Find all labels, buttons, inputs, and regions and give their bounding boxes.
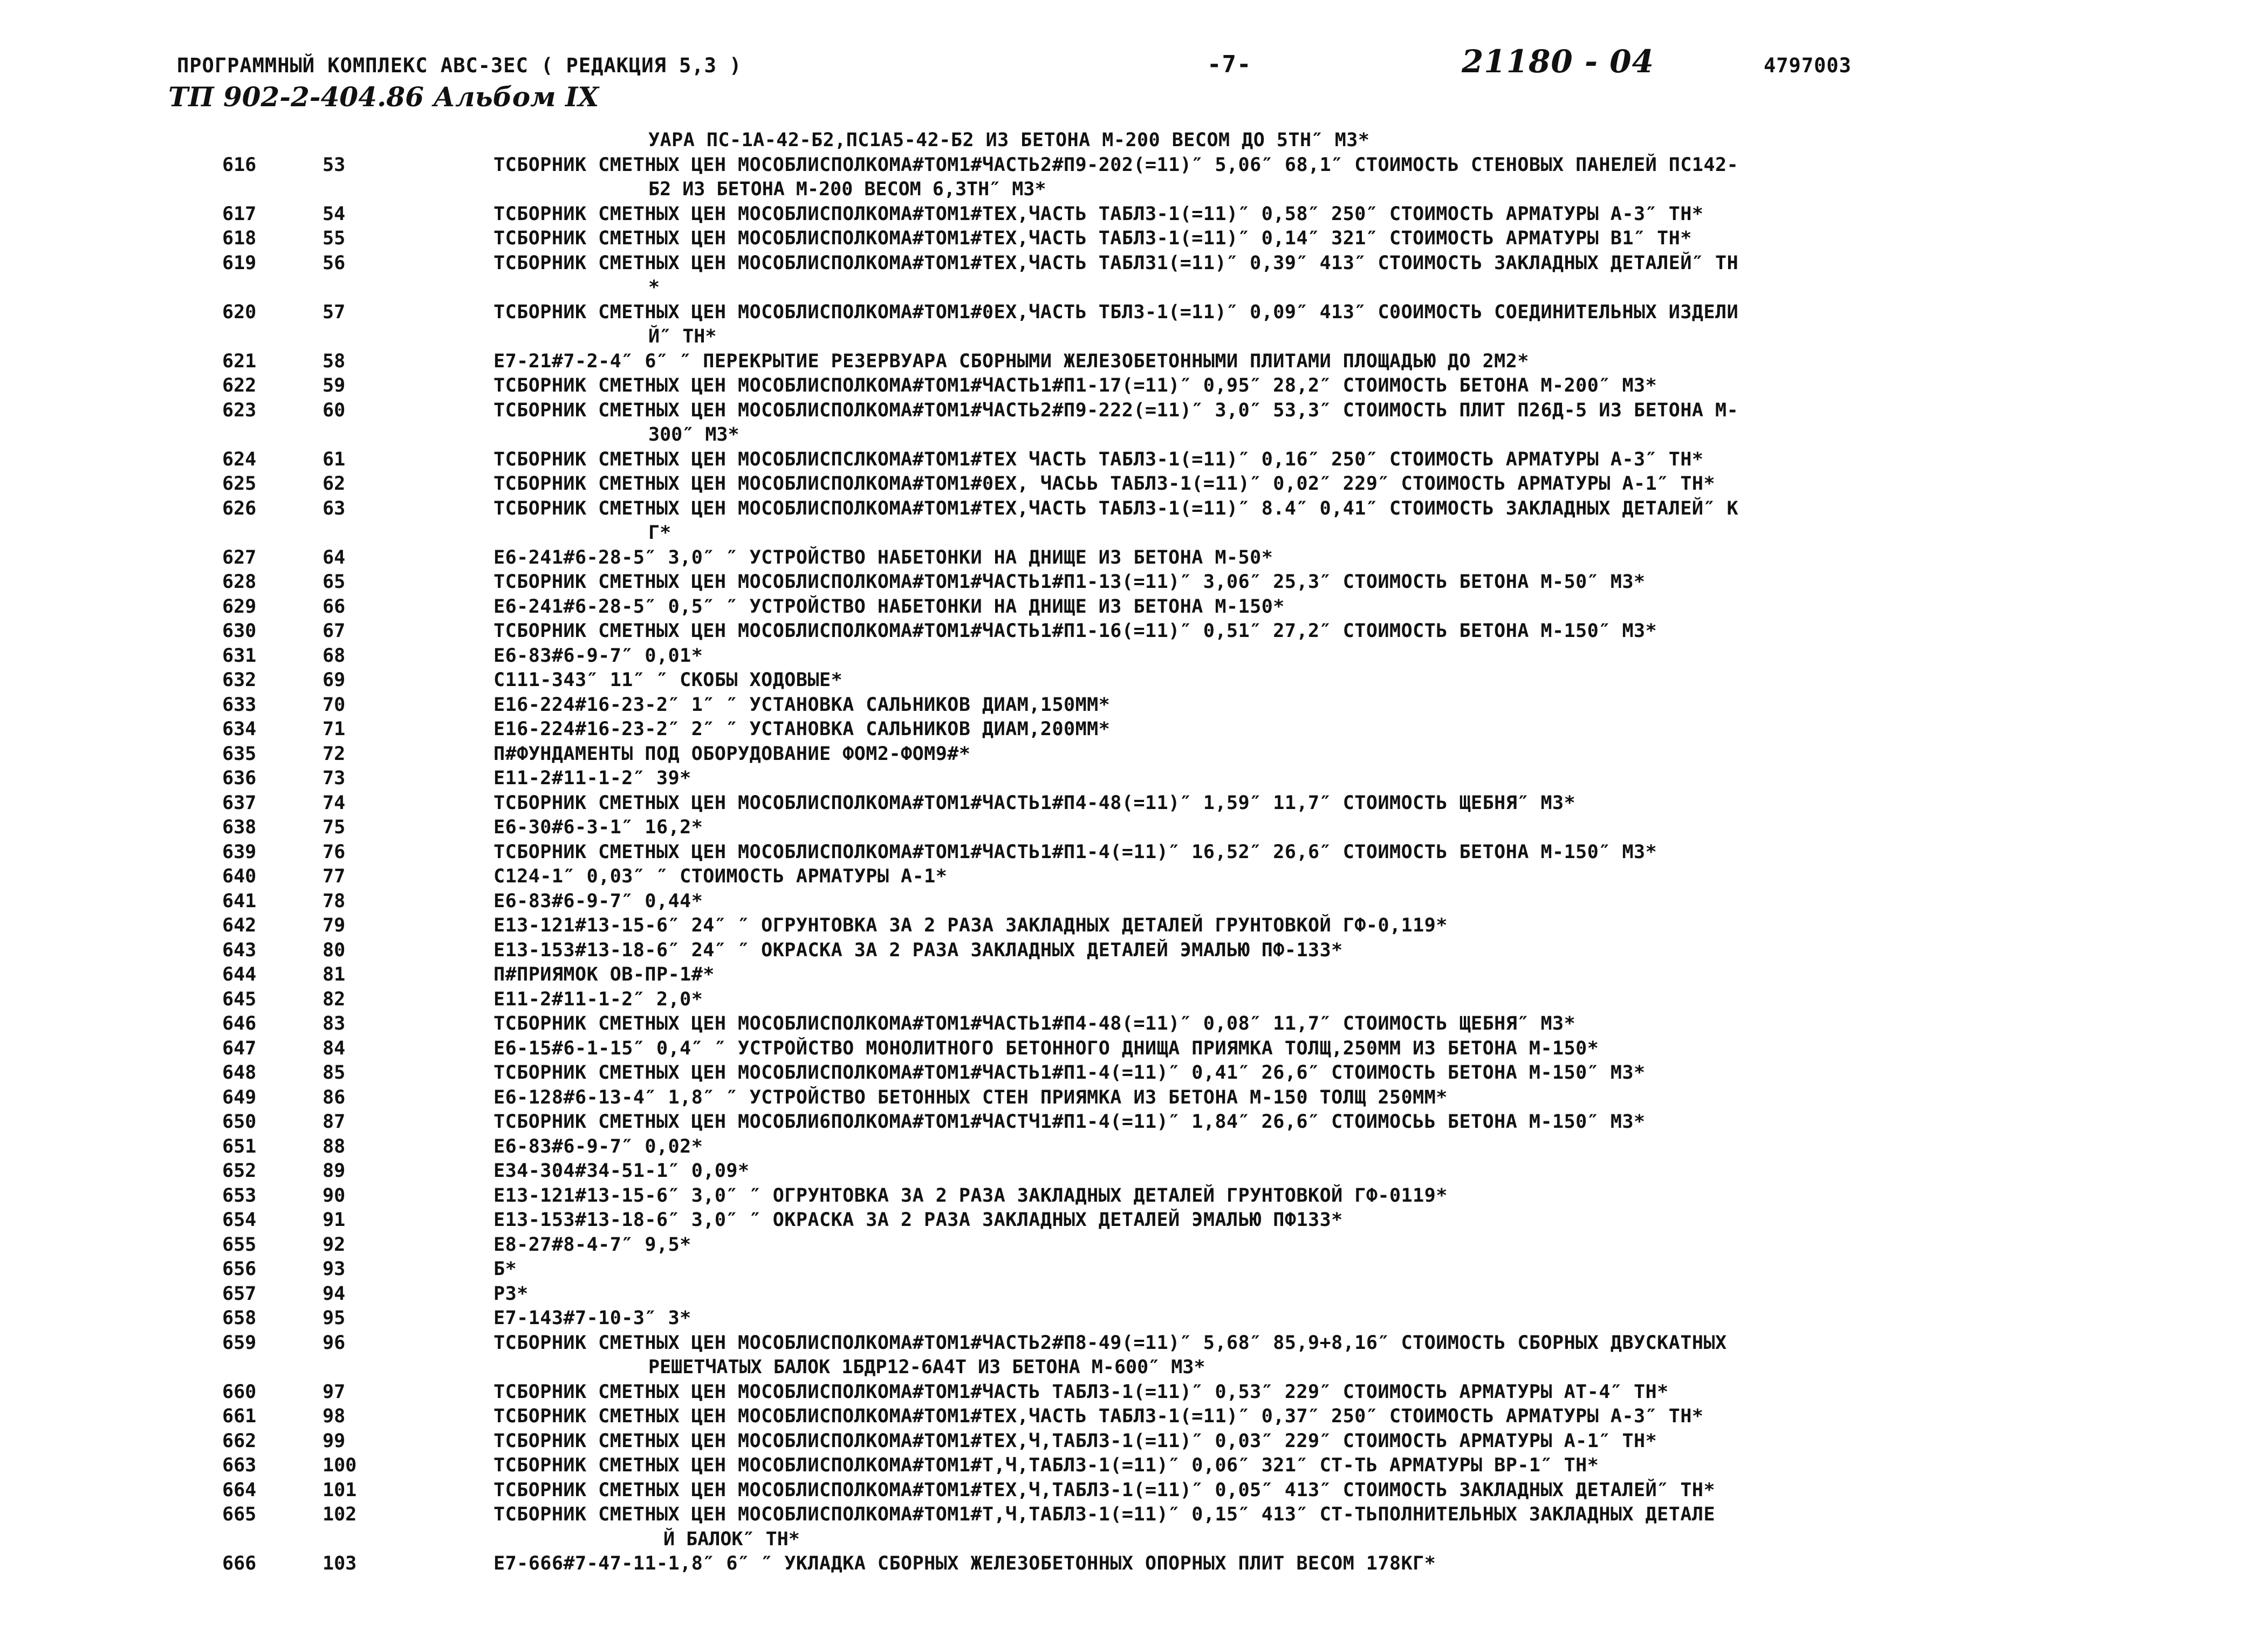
item-number: 87 <box>323 1111 346 1133</box>
listing-row <box>0 472 2268 497</box>
item-text: Р3* <box>494 1283 529 1305</box>
listing-row <box>0 374 2268 399</box>
item-text: ТСБОРНИК СМЕТНЫХ ЦЕН МОСОБЛИСПОЛКОМА#ТОМ1#ЧАСТЬ1#П4-48(=11)″ 1,59″ 11,7″ СТОИМОСТЬ ЩЕБНЯ″ М3* <box>494 792 1576 814</box>
listing-row <box>0 1233 2268 1258</box>
line-number: 619 <box>222 252 257 274</box>
listing-row <box>0 1208 2268 1233</box>
listing-row <box>0 227 2268 251</box>
item-number: 61 <box>323 448 346 470</box>
listing-row <box>0 1429 2268 1454</box>
item-continuation: РЕШЕТЧАТЫХ БАЛОК 1БДР12-6А4Т ИЗ БЕТОНА М-600″ М3* <box>648 1356 1205 1378</box>
listing-row <box>0 1552 2268 1577</box>
line-number: 650 <box>222 1111 257 1133</box>
line-number: 651 <box>222 1135 257 1157</box>
item-text: ТСБОРНИК СМЕТНЫХ ЦЕН МОСОБЛИСПОЛКОМА#ТОМ1#ТЕХ,ЧАСТЬ ТАБЛ3-1(=11)″ 8.4″ 0,41″ СТОИМОСТЬ ЗАКЛАДНЫХ ДЕТАЛЕЙ″ К <box>494 497 1739 519</box>
listing-row <box>0 1404 2268 1429</box>
item-number: 55 <box>323 228 346 249</box>
item-number: 102 <box>323 1504 357 1525</box>
item-number: 93 <box>323 1258 346 1280</box>
item-text: Е7-143#7-10-3″ 3* <box>494 1307 691 1329</box>
item-text: ТСБОРНИК СМЕТНЫХ ЦЕН МОСОБЛИСПОЛКОМА#ТОМ1#ЧАСТЬ1#П1-13(=11)″ 3,06″ 25,3″ СТОИМОСТЬ БЕТОНА М-50″ М3* <box>494 571 1646 593</box>
item-number: 86 <box>323 1086 346 1108</box>
item-text: ТСБОРНИК СМЕТНЫХ ЦЕН МОСОБЛИСПОЛКОМА#ТОМ1#ЧАСТЬ1#П1-17(=11)″ 0,95″ 28,2″ СТОИМОСТЬ БЕТОНА М-200″ М3* <box>494 375 1657 396</box>
listing-row <box>0 644 2268 669</box>
line-number: 645 <box>222 988 257 1010</box>
line-number: 631 <box>222 645 257 667</box>
item-text: ТСБОРНИК СМЕТНЫХ ЦЕН МОСОБЛИСПОЛКОМА#ТОМ1#ТЕХ,ЧАСТЬ ТАБЛ31(=11)″ 0,39″ 413″ СТОИМОСТЬ ЗАКЛАДНЫХ ДЕТАЛЕЙ″ ТН <box>494 252 1739 274</box>
listing-row <box>0 865 2268 889</box>
item-number: 83 <box>323 1013 346 1034</box>
line-number: 643 <box>222 939 257 961</box>
item-number: 72 <box>323 743 346 765</box>
line-number: 623 <box>222 399 257 421</box>
item-number: 78 <box>323 890 346 912</box>
line-number: 664 <box>222 1479 257 1501</box>
item-number: 91 <box>323 1209 346 1231</box>
line-number: 656 <box>222 1258 257 1280</box>
item-number: 82 <box>323 988 346 1010</box>
listing-row <box>0 202 2268 227</box>
item-number: 96 <box>323 1332 346 1354</box>
line-number: 648 <box>222 1062 257 1084</box>
item-number: 101 <box>323 1479 357 1501</box>
listing-row <box>0 791 2268 816</box>
line-number: 632 <box>222 669 257 691</box>
listing-row <box>0 128 2268 153</box>
line-number: 641 <box>222 890 257 912</box>
item-number: 68 <box>323 645 346 667</box>
listing-row <box>0 1257 2268 1282</box>
line-number: 621 <box>222 350 257 372</box>
item-number: 73 <box>323 767 346 789</box>
line-number: 649 <box>222 1086 257 1108</box>
item-text: ТСБОРНИК СМЕТНЫХ ЦЕН МОСОБЛИСПОЛКОМА#ТОМ1#ТЕХ,ЧАСТЬ ТАБЛ3-1(=11)″ 0,58″ 250″ СТОИМОСТЬ АРМАТУРЫ А-3″ ТН* <box>494 203 1704 225</box>
line-number: 647 <box>222 1037 257 1059</box>
item-number: 74 <box>323 792 346 814</box>
item-text: ТСБОРНИК СМЕТНЫХ ЦЕН МОСОБЛИСПОЛКОМА#ТОМ1#0ЕХ, ЧАСЬЬ ТАБЛ3-1(=11)″ 0,02″ 229″ СТОИМОСТЬ АРМАТУРЫ А-1″ ТН* <box>494 473 1716 495</box>
item-continuation: * <box>648 277 660 298</box>
line-number: 638 <box>222 817 257 838</box>
listing-row <box>0 1159 2268 1184</box>
item-number: 59 <box>323 375 346 396</box>
item-text: С111-343″ 11″ ″ СКОБЫ ХОДОВЫЕ* <box>494 669 843 691</box>
listing-row <box>0 1061 2268 1086</box>
line-number: 639 <box>222 841 257 863</box>
listing-row <box>0 497 2268 546</box>
item-text: Е13-153#13-18-6″ 3,0″ ″ ОКРАСКА ЗА 2 РАЗА ЗАКЛАДНЫХ ДЕТАЛЕЙ ЭМАЛЬЮ ПФ133* <box>494 1209 1343 1231</box>
line-number: 633 <box>222 694 257 716</box>
line-number: 666 <box>222 1553 257 1574</box>
item-text: Е13-121#13-15-6″ 3,0″ ″ ОГРУНТОВКА ЗА 2 РАЗА ЗАКЛАДНЫХ ДЕТАЛЕЙ ГРУНТОВКОЙ ГФ-0119* <box>494 1184 1448 1207</box>
item-text: ТСБОРНИК СМЕТНЫХ ЦЕН МОСОБЛИСПОЛКОМА#ТОМ1#ЧАСТЬ ТАБЛ3-1(=11)″ 0,53″ 229″ СТОИМОСТЬ АРМАТУРЫ АТ-4″ ТН* <box>494 1381 1669 1403</box>
document-code: 4797003 <box>1764 54 1852 77</box>
listing-row <box>0 399 2268 448</box>
item-text: ТСБОРНИК СМЕТНЫХ ЦЕН МОСОБЛИСПОЛКОМА#ТОМ1#ЧАСТЬ2#П9-222(=11)″ 3,0″ 53,3″ СТОИМОСТЬ ПЛИТ П26Д-5 ИЗ БЕТОНА М- <box>494 399 1739 421</box>
listing-row <box>0 1454 2268 1478</box>
listing-row <box>0 1135 2268 1160</box>
line-number: 644 <box>222 964 257 985</box>
line-number: 642 <box>222 915 257 936</box>
line-number: 657 <box>222 1283 257 1305</box>
item-text: Е13-121#13-15-6″ 24″ ″ ОГРУНТОВКА ЗА 2 РАЗА ЗАКЛАДНЫХ ДЕТАЛЕЙ ГРУНТОВКОЙ ГФ-0,119* <box>494 915 1448 936</box>
line-number: 646 <box>222 1013 257 1034</box>
item-continuation: 300″ М3* <box>648 424 739 446</box>
item-text: С124-1″ 0,03″ ″ СТОИМОСТЬ АРМАТУРЫ А-1* <box>494 866 948 887</box>
line-number: 617 <box>222 203 257 225</box>
item-text: Е13-153#13-18-6″ 24″ ″ ОКРАСКА ЗА 2 РАЗА ЗАКЛАДНЫХ ДЕТАЛЕЙ ЭМАЛЬЮ ПФ-133* <box>494 939 1343 961</box>
item-text: ТСБОРНИК СМЕТНЫХ ЦЕН МОСОБЛИСПОЛКОМА#ТОМ1#Т,Ч,ТАБЛ3-1(=11)″ 0,15″ 413″ СТ-ТЬПОЛНИТЕЛЬНЫХ ЗАКЛАДНЫХ ДЕТАЛЕ <box>494 1504 1716 1525</box>
line-number: 618 <box>222 228 257 249</box>
item-number: 79 <box>323 915 346 936</box>
item-text: ТСБОРНИК СМЕТНЫХ ЦЕН МОСОБЛИСПОЛКОМА#ТОМ1#ЧАСТЬ2#П9-202(=11)″ 5,06″ 68,1″ СТОИМОСТЬ СТЕНОВЫХ ПАНЕЛЕЙ ПС142- <box>494 154 1739 176</box>
line-number: 624 <box>222 448 257 470</box>
item-number: 66 <box>323 595 346 618</box>
listing-row <box>0 766 2268 791</box>
listing-row <box>0 914 2268 938</box>
item-number: 62 <box>323 473 346 495</box>
item-text: Е6-83#6-9-7″ 0,02* <box>494 1135 703 1157</box>
line-number: 661 <box>222 1406 257 1427</box>
listing-row <box>0 595 2268 620</box>
item-number: 94 <box>323 1283 346 1305</box>
item-number: 71 <box>323 718 346 740</box>
listing-row <box>0 1331 2268 1380</box>
item-text: Е7-21#7-2-4″ 6″ ″ ПЕРЕКРЫТИЕ РЕЗЕРВУАРА СБОРНЫМИ ЖЕЛЕЗОБЕТОННЫМИ ПЛИТАМИ ПЛОЩАДЬЮ ДО 2М2* <box>494 350 1529 372</box>
listing-row <box>0 889 2268 914</box>
line-number: 640 <box>222 866 257 887</box>
item-text: Е16-224#16-23-2″ 2″ ″ УСТАНОВКА САЛЬНИКОВ ДИАМ,200ММ* <box>494 718 1111 740</box>
listing-row <box>0 988 2268 1012</box>
item-number: 60 <box>323 399 346 421</box>
item-text: П#ПРИЯМОК ОВ-ПР-1#* <box>494 964 715 985</box>
listing-row <box>0 963 2268 988</box>
item-text: Е6-241#6-28-5″ 0,5″ ″ УСТРОЙСТВО НАБЕТОНКИ НА ДНИЩЕ ИЗ БЕТОНА М-150* <box>494 595 1285 618</box>
handwritten-number: 21180 - 04 <box>1462 43 1654 80</box>
item-number: 64 <box>323 546 346 568</box>
item-text: Б* <box>494 1258 517 1280</box>
listing-row <box>0 448 2268 472</box>
line-number: 659 <box>222 1332 257 1354</box>
item-text: ТСБОРНИК СМЕТНЫХ ЦЕН МОСОБЛИСПОЛКОМА#ТОМ1#ТЕХ,ЧАСТЬ ТАБЛ3-1(=11)″ 0,14″ 321″ СТОИМОСТЬ АРМАТУРЫ В1″ ТН* <box>494 228 1692 249</box>
line-number: 634 <box>222 718 257 740</box>
item-number: 65 <box>323 571 346 593</box>
item-text: Е6-30#6-3-1″ 16,2* <box>494 817 703 838</box>
listing-row <box>0 816 2268 840</box>
listing-row <box>0 1306 2268 1331</box>
item-number: 92 <box>323 1233 346 1256</box>
line-number: 635 <box>222 743 257 765</box>
item-number: 54 <box>323 203 346 225</box>
line-number: 665 <box>222 1504 257 1525</box>
item-number: 70 <box>323 694 346 716</box>
line-number: 626 <box>222 497 257 519</box>
listing-row <box>0 350 2268 374</box>
item-text: ТСБОРНИК СМЕТНЫХ ЦЕН МОСОБЛИСПОЛКОМА#ТОМ1#0ЕХ,ЧАСТЬ ТБЛ3-1(=11)″ 0,09″ 413″ С0ОИМОСТЬ СОЕДИНИТЕЛЬНЫХ ИЗДЕЛИ <box>494 301 1739 323</box>
item-number: 80 <box>323 939 346 961</box>
item-number: 89 <box>323 1160 346 1182</box>
item-text: Е6-241#6-28-5″ 3,0″ ″ УСТРОЙСТВО НАБЕТОНКИ НА ДНИЩЕ ИЗ БЕТОНА М-50* <box>494 546 1273 568</box>
listing-row <box>0 938 2268 963</box>
line-number: 616 <box>222 154 257 176</box>
item-text: Е11-2#11-1-2″ 39* <box>494 767 691 789</box>
item-number: 53 <box>323 154 346 176</box>
listing-row <box>0 840 2268 865</box>
line-number: 636 <box>222 767 257 789</box>
listing-row <box>0 546 2268 571</box>
item-text: Е8-27#8-4-7″ 9,5* <box>494 1233 691 1256</box>
item-text: ТСБОРНИК СМЕТНЫХ ЦЕН МОСОБЛИ6ПОЛКОМА#ТОМ1#ЧАСТЧ1#П1-4(=11)″ 1,84″ 26,6″ СТОИМОСЬЬ БЕТОНА М-150″ М3* <box>494 1111 1646 1133</box>
item-number: 99 <box>323 1430 346 1452</box>
line-number: 629 <box>222 595 257 618</box>
item-number: 85 <box>323 1062 346 1084</box>
line-number: 637 <box>222 792 257 814</box>
item-text: Е16-224#16-23-2″ 1″ ″ УСТАНОВКА САЛЬНИКОВ ДИАМ,150ММ* <box>494 694 1111 716</box>
item-text: ТСБОРНИК СМЕТНЫХ ЦЕН МОСОБЛИСПОЛКОМА#ТОМ1#ТЕХ,ЧАСТЬ ТАБЛ3-1(=11)″ 0,37″ 250″ СТОИМОСТЬ АРМАТУРЫ А-3″ ТН* <box>494 1406 1704 1427</box>
item-number: 76 <box>323 841 346 863</box>
item-number: 67 <box>323 620 346 642</box>
item-number: 103 <box>323 1553 357 1574</box>
estimate-listing <box>0 128 2268 1577</box>
line-number: 660 <box>222 1381 257 1403</box>
line-number: 627 <box>222 546 257 568</box>
listing-row <box>0 619 2268 644</box>
item-number: 58 <box>323 350 346 372</box>
item-continuation: Г* <box>648 522 672 544</box>
line-number: 658 <box>222 1307 257 1329</box>
listing-row <box>0 742 2268 767</box>
program-header: ПРОГРАММНЫЙ КОМПЛЕКС АВС-ЗЕС ( РЕДАКЦИЯ 5,3 ) <box>177 54 742 77</box>
item-text: ТСБОРНИК СМЕТНЫХ ЦЕН МОСОБЛИСПОЛКОМА#ТОМ1#ЧАСТЬ1#П1-4(=11)″ 0,41″ 26,6″ СТОИМОСТЬ БЕТОНА М-150″ М3* <box>494 1062 1646 1084</box>
item-number: 98 <box>323 1406 346 1427</box>
listing-row <box>0 300 2268 350</box>
listing-row <box>0 1282 2268 1307</box>
listing-row <box>0 1184 2268 1209</box>
item-number: 75 <box>323 817 346 838</box>
line-number: 653 <box>222 1184 257 1207</box>
item-text: Е34-304#34-51-1″ 0,09* <box>494 1160 750 1182</box>
line-number: 625 <box>222 473 257 495</box>
line-number: 630 <box>222 620 257 642</box>
item-text: ТСБОРНИК СМЕТНЫХ ЦЕН МОСОБЛИСПОЛКОМА#ТОМ1#Т,Ч,ТАБЛ3-1(=11)″ 0,06″ 321″ СТ-ТЬ АРМАТУРЫ ВР-1″ ТН* <box>494 1455 1599 1476</box>
item-text: ТСБОРНИК СМЕТНЫХ ЦЕН МОСОБЛИСПСЛКОМА#ТОМ1#ТЕХ ЧАСТЬ ТАБЛ3-1(=11)″ 0,16″ 250″ СТОИМОСТЬ АРМАТУРЫ А-3″ ТН* <box>494 448 1704 470</box>
item-number: 77 <box>323 866 346 887</box>
line-number: 662 <box>222 1430 257 1452</box>
item-continuation: Й БАЛОК″ ТН* <box>663 1528 800 1550</box>
line-number: 620 <box>222 301 257 323</box>
item-text: Е6-83#6-9-7″ 0,01* <box>494 645 703 667</box>
item-number: 95 <box>323 1307 346 1329</box>
line-number: 663 <box>222 1455 257 1476</box>
listing-row <box>0 153 2268 202</box>
item-text: Е6-128#6-13-4″ 1,8″ ″ УСТРОЙСТВО БЕТОННЫХ СТЕН ПРИЯМКА ИЗ БЕТОНА М-150 ТОЛЩ 250ММ* <box>494 1086 1448 1108</box>
item-number: 97 <box>323 1381 346 1403</box>
item-number: 57 <box>323 301 346 323</box>
line-number: 622 <box>222 375 257 396</box>
listing-row <box>0 1380 2268 1405</box>
listing-row <box>0 668 2268 693</box>
item-text: ТСБОРНИК СМЕТНЫХ ЦЕН МОСОБЛИСПОЛКОМА#ТОМ1#ЧАСТЬ1#П1-4(=11)″ 16,52″ 26,6″ СТОИМОСТЬ БЕТОНА М-150″ М3* <box>494 841 1657 863</box>
listing-row <box>0 1012 2268 1037</box>
item-continuation: Б2 ИЗ БЕТОНА М-200 ВЕСОМ 6,3ТН″ М3* <box>648 179 1046 200</box>
listing-row <box>0 1110 2268 1135</box>
item-number: 100 <box>323 1455 357 1476</box>
item-text: П#ФУНДАМЕНТЫ ПОД ОБОРУДОВАНИЕ ФОМ2-ФОМ9#* <box>494 743 971 765</box>
item-text: ТСБОРНИК СМЕТНЫХ ЦЕН МОСОБЛИСПОЛКОМА#ТОМ1#ЧАСТЬ1#П1-16(=11)″ 0,51″ 27,2″ СТОИМОСТЬ БЕТОНА М-150″ М3* <box>494 620 1657 642</box>
item-text: УАРА ПС-1А-42-Б2,ПС1А5-42-Б2 ИЗ БЕТОНА М-200 ВЕСОМ ДО 5ТН″ М3* <box>648 129 1370 151</box>
item-text: Е11-2#11-1-2″ 2,0* <box>494 988 703 1010</box>
item-text: Е6-83#6-9-7″ 0,44* <box>494 890 703 912</box>
item-continuation: Й″ ТН* <box>648 326 717 347</box>
line-number: 654 <box>222 1209 257 1231</box>
line-number: 652 <box>222 1160 257 1182</box>
listing-row <box>0 693 2268 718</box>
listing-row <box>0 717 2268 742</box>
line-number: 628 <box>222 571 257 593</box>
item-number: 90 <box>323 1184 346 1207</box>
item-number: 88 <box>323 1135 346 1157</box>
item-text: ТСБОРНИК СМЕТНЫХ ЦЕН МОСОБЛИСПОЛКОМА#ТОМ1#ЧАСТЬ1#П4-48(=11)″ 0,08″ 11,7″ СТОИМОСТЬ ЩЕБНЯ″ М3* <box>494 1013 1576 1034</box>
item-text: ТСБОРНИК СМЕТНЫХ ЦЕН МОСОБЛИСПОЛКОМА#ТОМ1#ТЕХ,Ч,ТАБЛ3-1(=11)″ 0,03″ 229″ СТОИМОСТЬ АРМАТУРЫ А-1″ ТН* <box>494 1430 1657 1452</box>
listing-row <box>0 1478 2268 1503</box>
item-number: 84 <box>323 1037 346 1059</box>
item-text: Е7-666#7-47-11-1,8″ 6″ ″ УКЛАДКА СБОРНЫХ ЖЕЛЕЗОБЕТОННЫХ ОПОРНЫХ ПЛИТ ВЕСОМ 178КГ* <box>494 1553 1436 1574</box>
listing-row <box>0 251 2268 300</box>
item-number: 81 <box>323 964 346 985</box>
item-number: 63 <box>323 497 346 519</box>
item-text: ТСБОРНИК СМЕТНЫХ ЦЕН МОСОБЛИСПОЛКОМА#ТОМ1#ЧАСТЬ2#П8-49(=11)″ 5,68″ 85,9+8,16″ СТОИМОСТЬ СБОРНЫХ ДВУСКАТНЫХ <box>494 1332 1727 1354</box>
listing-row <box>0 1037 2268 1061</box>
line-number: 655 <box>222 1233 257 1256</box>
handwritten-subtitle: ТП 902-2-404.86 Альбом IX <box>168 81 599 113</box>
item-text: Е6-15#6-1-15″ 0,4″ ″ УСТРОЙСТВО МОНОЛИТНОГО БЕТОННОГО ДНИЩА ПРИЯМКА ТОЛЩ,250ММ ИЗ БЕТОНА М-150* <box>494 1037 1599 1059</box>
listing-row <box>0 1503 2268 1552</box>
item-text: ТСБОРНИК СМЕТНЫХ ЦЕН МОСОБЛИСПОЛКОМА#ТОМ1#ТЕХ,Ч,ТАБЛ3-1(=11)″ 0,05″ 413″ СТОИМОСТЬ ЗАКЛАДНЫХ ДЕТАЛЕЙ″ ТН* <box>494 1479 1716 1501</box>
listing-row <box>0 1086 2268 1111</box>
item-number: 56 <box>323 252 346 274</box>
page-number: -7- <box>1207 51 1252 78</box>
listing-row <box>0 570 2268 595</box>
item-number: 69 <box>323 669 346 691</box>
